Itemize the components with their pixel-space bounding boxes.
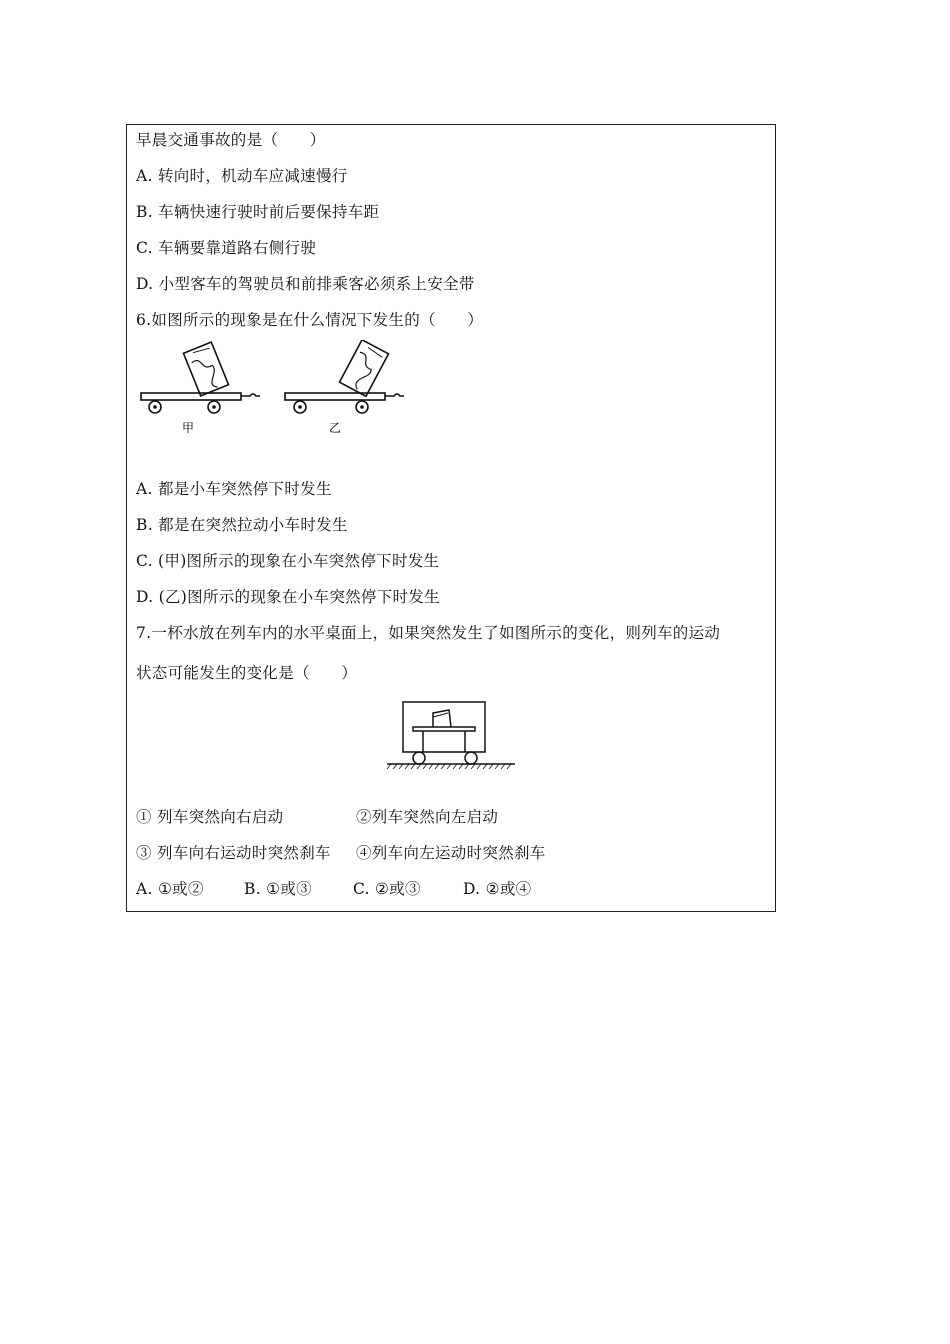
wheel-right (465, 752, 477, 764)
table-top (413, 727, 475, 731)
q7-item-3: ③ 列车向右运动时突然刹车 (136, 844, 331, 862)
q5-option-b: B. 车辆快速行驶时前后要保持车距 (136, 203, 380, 221)
q5-stem-tail: 早晨交通事故的是（ ） (136, 131, 326, 149)
q7-choice-b: B. ①或③ (244, 880, 312, 898)
q6-option-d: D. (乙)图所示的现象在小车突然停下时发生 (136, 588, 440, 606)
q7-choice-a: A. ①或② (136, 880, 204, 898)
q7-choice-d: D. ②或④ (463, 880, 532, 898)
q7-train-figure (385, 697, 517, 771)
label-yi: 乙 (328, 421, 342, 435)
water-cup (433, 710, 451, 727)
q6-figure (138, 340, 418, 440)
q6-option-b: B. 都是在突然拉动小车时发生 (136, 516, 348, 534)
cart-jia (141, 342, 260, 413)
q5-option-c: C. 车辆要靠道路右侧行驶 (136, 239, 317, 257)
block-jia (183, 342, 228, 396)
q7-item-4: ④列车向左运动时突然刹车 (356, 844, 546, 862)
cart-yi (285, 340, 404, 413)
q5-option-a: A. 转向时，机动车应减速慢行 (136, 167, 348, 185)
q7-stem-line1: 7.一杯水放在列车内的水平桌面上，如果突然发生了如图所示的变化，则列车的运动 (136, 624, 721, 642)
q7-choice-c: C. ②或③ (353, 880, 421, 898)
label-jia: 甲 (181, 421, 195, 435)
q6-stem: 6.如图所示的现象是在什么情况下发生的（ ） (136, 311, 484, 329)
q6-option-c: C. (甲)图所示的现象在小车突然停下时发生 (136, 552, 440, 570)
q5-option-d: D. 小型客车的驾驶员和前排乘客必须系上安全带 (136, 275, 475, 293)
q6-option-a: A. 都是小车突然停下时发生 (136, 480, 332, 498)
block-yi (339, 340, 388, 396)
q7-item-2: ②列车突然向左启动 (356, 808, 499, 826)
wheel-left (413, 752, 425, 764)
q7-stem-line2: 状态可能发生的变化是（ ） (136, 664, 358, 682)
q7-item-1: ① 列车突然向右启动 (136, 808, 284, 826)
